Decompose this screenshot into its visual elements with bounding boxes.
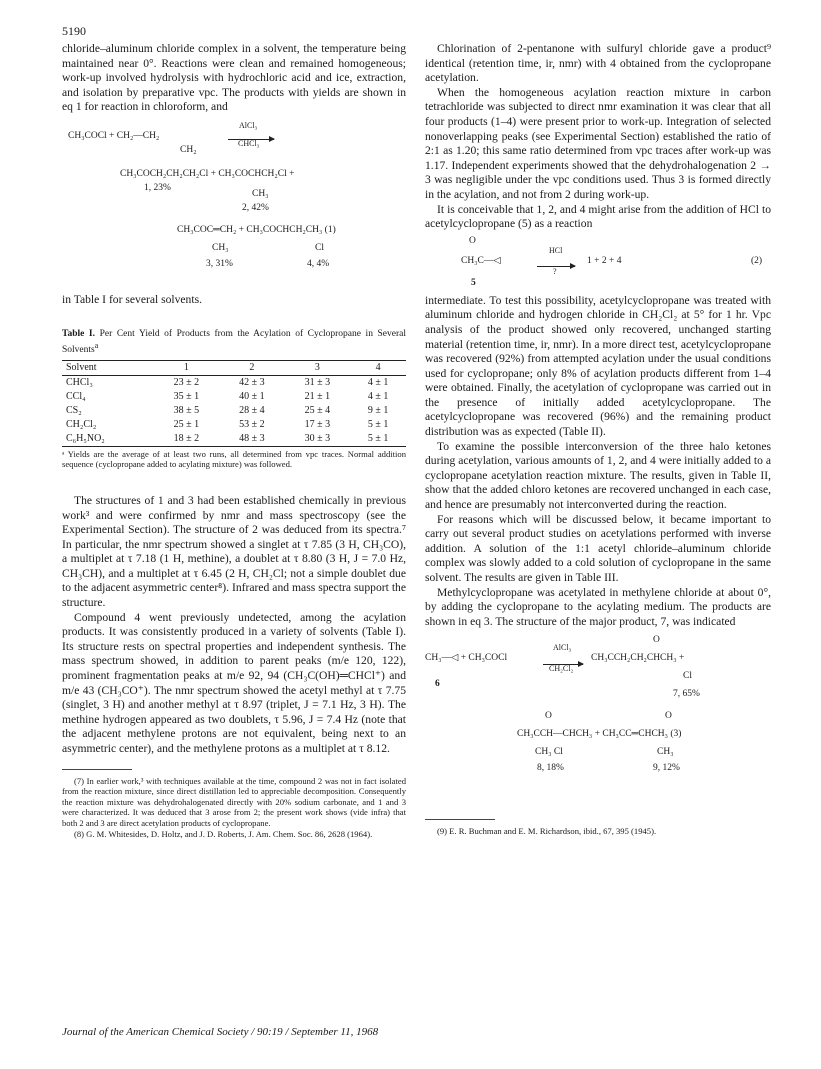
intermediate-paragraph: intermediate. To test this possibility, acetylcyclopropane was treated with aluminum chloride and hydrogen chloride in CH₂Cl₂ at 5° for 1 hr. Vpc analysis of the product showed only recovered, unchanged starting material (retention time, ir, nmr). In a more direct test, acetylcyclopropane was recovered (92%) from attempted acylation under the usual conditions used for cyclopropane; only 8% of acylation products different from 1–4 were obtained. Finally, the acetylation of cyclopropane was carried out in the presence of initially added acetylcyclopropane. The acetylcyclopropane was recovered (96%) and the remaining product distribution was as expected (Table II). bbox=[425, 293, 771, 439]
table-cell: 4 ± 1 bbox=[367, 376, 389, 388]
product-2-label: 2, 42% bbox=[242, 202, 269, 213]
compound-5-label: 5 bbox=[471, 277, 476, 288]
page-number: 5190 bbox=[62, 24, 86, 38]
eq1-catalyst: AlCl₃ bbox=[239, 120, 258, 130]
compound-4-paragraph: Compound 4 went previously undetected, among the acylation products. It was consistently produced in a variety of solvents (Table I). Its structure rests on spectral properties and independent synthesis. The mass spectrum showed, in addition to parent peaks (m/e 120, 122), prominent fragmentation peaks at m/e 92, 94 (CH₃C(OH)═CHCl⁺) and m/e 43 (CH₃CO⁺). The nmr spectrum showed the acetyl methyl at τ 7.75 (singlet, 3 H) and another methyl at τ 8.97 (triplet, J = 7.1 Hz, 3 H). The methine hydrogen appeared as two doublets, τ 5.96, J = 7.4 Hz (note that the adjacent methylene protons are not equivalent, being next to an asymmetric center), and the methylene protons as a multiplet at τ 8.12. bbox=[62, 610, 406, 755]
table-cell: CCl₄ bbox=[66, 390, 86, 402]
product-8-label: 8, 18% bbox=[537, 763, 564, 774]
product-4-label: 4, 4% bbox=[307, 258, 330, 269]
after-equation-text: in Table I for several solvents. bbox=[62, 292, 202, 306]
table-1-title: Per Cent Yield of Products from the Acylation of Cyclopropane in Several Solvents bbox=[62, 328, 407, 355]
product-8-substituents: CH₃ Cl bbox=[535, 747, 563, 758]
journal-footer: Journal of the American Chemical Society / 90:19 / September 11, 1968 bbox=[62, 1026, 379, 1038]
table-header: 1 bbox=[154, 360, 220, 375]
eq2-products: 1 + 2 + 4 bbox=[587, 255, 622, 266]
eq3-catalyst: AlCl₃ bbox=[553, 643, 572, 653]
eq1-products-line2: CH₃COC═CH₂ + CH₃COCHCH₂CH₃ (1) bbox=[177, 224, 336, 235]
table-row bbox=[62, 418, 406, 432]
eq1-products-line1: CH₃COCH₂CH₂CH₂Cl + CH₃COCHCH₂Cl + bbox=[120, 168, 295, 179]
conceivable-paragraph: It is conceivable that 1, 2, and 4 might arise from the addition of HCl to acetylcyclopropane (5) as a reaction bbox=[425, 202, 771, 231]
footnote-rule-right bbox=[425, 819, 495, 820]
table-1-caption-note: a bbox=[94, 340, 99, 350]
table-1-caption bbox=[62, 328, 406, 356]
product-1-label: 1, 23% bbox=[144, 182, 171, 193]
equation-3 bbox=[425, 629, 771, 807]
table-1-footnote: ᵃ Yields are the average of at least two runs, all determined from vpc traces. Normal addition sequence (cyclopropane added to acylating mixture) was followed. bbox=[62, 448, 406, 470]
eq1-ring-bottom: CH₂ bbox=[180, 144, 197, 155]
compound-6-label: 6 bbox=[435, 679, 440, 690]
table-cell: 17 ± 3 bbox=[304, 418, 331, 430]
table-cell: 25 ± 4 bbox=[304, 404, 331, 416]
eq2-question: ? bbox=[553, 266, 557, 276]
table-cell: 5 ± 1 bbox=[367, 418, 389, 430]
table-cell: 25 ± 1 bbox=[173, 418, 200, 430]
product-2-methyl: CH₃ bbox=[252, 188, 269, 199]
table-cell: 9 ± 1 bbox=[367, 404, 389, 416]
table-row bbox=[62, 404, 406, 418]
table-header: 2 bbox=[219, 360, 285, 375]
eq3-oxygen-9: O bbox=[665, 711, 672, 722]
equation-2 bbox=[425, 232, 771, 294]
eq3-oxygen-8: O bbox=[545, 711, 552, 722]
table-cell: CHCl₃ bbox=[66, 376, 93, 388]
product-7-label: 7, 65% bbox=[673, 689, 700, 700]
eq2-reactant: CH₃C—◁ bbox=[461, 255, 501, 266]
footnote-8: (8) G. M. Whitesides, D. Holtz, and J. D. Roberts, J. Am. Chem. Soc. 86, 2628 (1964). bbox=[74, 828, 373, 839]
footnote-9: (9) E. R. Buchman and E. M. Richardson, ibid., 67, 395 (1945). bbox=[437, 826, 657, 837]
table-cell: 21 ± 1 bbox=[304, 390, 331, 402]
footnote-rule bbox=[62, 769, 132, 770]
table-cell: 40 ± 1 bbox=[239, 390, 265, 402]
structure-paragraph: The structures of 1 and 3 had been established chemically in previous work³ and were confirmed by nmr and mass spectroscopy (see the Experimental Section). The structure of 2 was deduced from its spectra.⁷ In particular, the nmr spectrum showed a singlet at τ 7.85 (3 H, CH₃CO), a multiplet at τ 7.18 (1 H, methine), a doublet at τ 8.80 (3 H, J = 7.0 Hz, CH₃CH), and a multiplet at τ 6.45 (2 H, CH₂Cl; not a simple doublet due to the adjacent asymmetric center⁸). Infrared and mass spectra support the structure. bbox=[62, 493, 406, 610]
table-cell: 30 ± 3 bbox=[285, 432, 351, 447]
right-column bbox=[425, 42, 771, 837]
table-row bbox=[62, 432, 406, 447]
product-7-chloro: Cl bbox=[683, 671, 692, 682]
table-cell: CS₂ bbox=[66, 404, 82, 416]
eq1-solvent: CHCl₃ bbox=[238, 138, 260, 148]
eq3-reactants: CH₃—◁ + CH₃COCl bbox=[425, 653, 508, 664]
table-cell: 5 ± 1 bbox=[350, 432, 406, 447]
eq2-number: (2) bbox=[751, 255, 763, 266]
table-cell: CH₂Cl₂ bbox=[66, 418, 97, 430]
eq3-oxygen-7: O bbox=[653, 635, 660, 646]
eq3-product-7: CH₃CCH₂CH₂CHCH₃ + bbox=[591, 653, 685, 664]
product-9-methyl: CH₃ bbox=[657, 747, 674, 758]
table-cell: 53 ± 2 bbox=[239, 418, 265, 430]
interconversion-paragraph: To examine the possible interconversion of the three halo ketones during acetylation, various amounts of 1, 2, and 4 were initially added to a cyclopropane acetylation reaction mixture. The results, given in Table II, show that the added chloro ketones are recovered unchanged in each case, and hence are presumably not interconverted during the reaction. bbox=[425, 439, 771, 512]
table-header: 4 bbox=[350, 360, 406, 375]
nmr-paragraph: When the homogeneous acylation reaction mixture in carbon tetrachloride was subjected to direct nmr examination it was clear that all four products (1–4) were present prior to work-up. Integration of selected nonoverlapping peaks (see Experimental Section) established the ratio of 2:1 as 1.20; this same ratio determined from vpc traces after work-up was 1.17. Independent experiments showed that the dehydrohalogenation 2 → 3 was negligible under the vpc conditions used. Thus 3 is formed directly in the acylation, and not from 2 during work-up. bbox=[425, 85, 771, 201]
table-cell: 38 ± 5 bbox=[173, 404, 200, 416]
table-cell: 4 ± 1 bbox=[367, 390, 389, 402]
table-cell: 48 ± 3 bbox=[219, 432, 285, 447]
table-header-row bbox=[62, 360, 406, 375]
intro-paragraph: chloride–aluminum chloride complex in a solvent, the temperature being maintained near 0°. Reactions were clean and remained homogeneous; work-up involved hydrolysis with hydrochloric acid and ice, extraction, and isolation by preparative vpc. The products with yields are shown in eq 1 for reaction in chloroform, and bbox=[62, 42, 406, 114]
table-cell: 28 ± 4 bbox=[239, 404, 265, 416]
table-cell: 42 ± 3 bbox=[239, 376, 265, 388]
product-4-chloro: Cl bbox=[315, 242, 324, 253]
table-cell: 18 ± 2 bbox=[154, 432, 220, 447]
table-cell: C₆H₅NO₂ bbox=[62, 432, 154, 447]
eq2-oxygen: O bbox=[469, 235, 476, 246]
table-header: Solvent bbox=[62, 360, 154, 375]
table-cell: 35 ± 1 bbox=[173, 390, 200, 402]
eq2-reagent: HCl bbox=[549, 245, 563, 255]
equation-1 bbox=[62, 115, 406, 293]
eq3-products-8-9: CH₃CCH—CHCH₃ + CH₃CC═CHCH₃ (3) bbox=[517, 729, 682, 740]
eq1-reactants: CH₃COCl + CH₂—CH₂ bbox=[68, 130, 160, 141]
table-1-label: Table I. bbox=[62, 328, 96, 339]
eq3-solvent: CH₂Cl₂ bbox=[549, 664, 574, 674]
left-column bbox=[62, 42, 406, 839]
table-1 bbox=[62, 360, 406, 447]
methylcyclopropane-paragraph: Methylcyclopropane was acetylated in methylene chloride at about 0°, by adding the cyclopropane to the acylating medium. The products are shown in eq 3. The structure of the major product, 7, was indicated bbox=[425, 585, 771, 628]
footnote-7: (7) In earlier work,³ with techniques available at the time, compound 2 was not in fact isolated from the reaction mixture, since direct distillation led to appreciable decomposition. Consequently the reaction mixture was dehydrohalogenated directly with 20% sodium carbonate, and 1 and 3 were characterized. It was deduced that 3 arose from 2; the present work shows (vide infra) that both 2 and 3 are direct acetylation products of cyclopropane. bbox=[62, 775, 406, 828]
table-cell: 23 ± 2 bbox=[173, 376, 200, 388]
product-9-label: 9, 12% bbox=[653, 763, 680, 774]
table-row bbox=[62, 375, 406, 390]
chlorination-paragraph: Chlorination of 2-pentanone with sulfuryl chloride gave a product⁹ identical (retention time, ir, nmr) with 4 obtained from the cyclopropane acetylation. bbox=[425, 42, 771, 85]
table-row bbox=[62, 390, 406, 404]
product-3-label: 3, 31% bbox=[206, 258, 233, 269]
table-cell: 31 ± 3 bbox=[304, 376, 331, 388]
inverse-addition-paragraph: For reasons which will be discussed below, it became important to carry out several product studies on acetylations performed with inverse addition. A solution of the 1:1 acetyl chloride–aluminum chloride complex was slowly added to a cold solution of cyclopropane in the same solvent. The results are given in Table III. bbox=[425, 512, 771, 584]
table-header: 3 bbox=[285, 360, 351, 375]
product-3-methyl: CH₃ bbox=[212, 242, 229, 253]
